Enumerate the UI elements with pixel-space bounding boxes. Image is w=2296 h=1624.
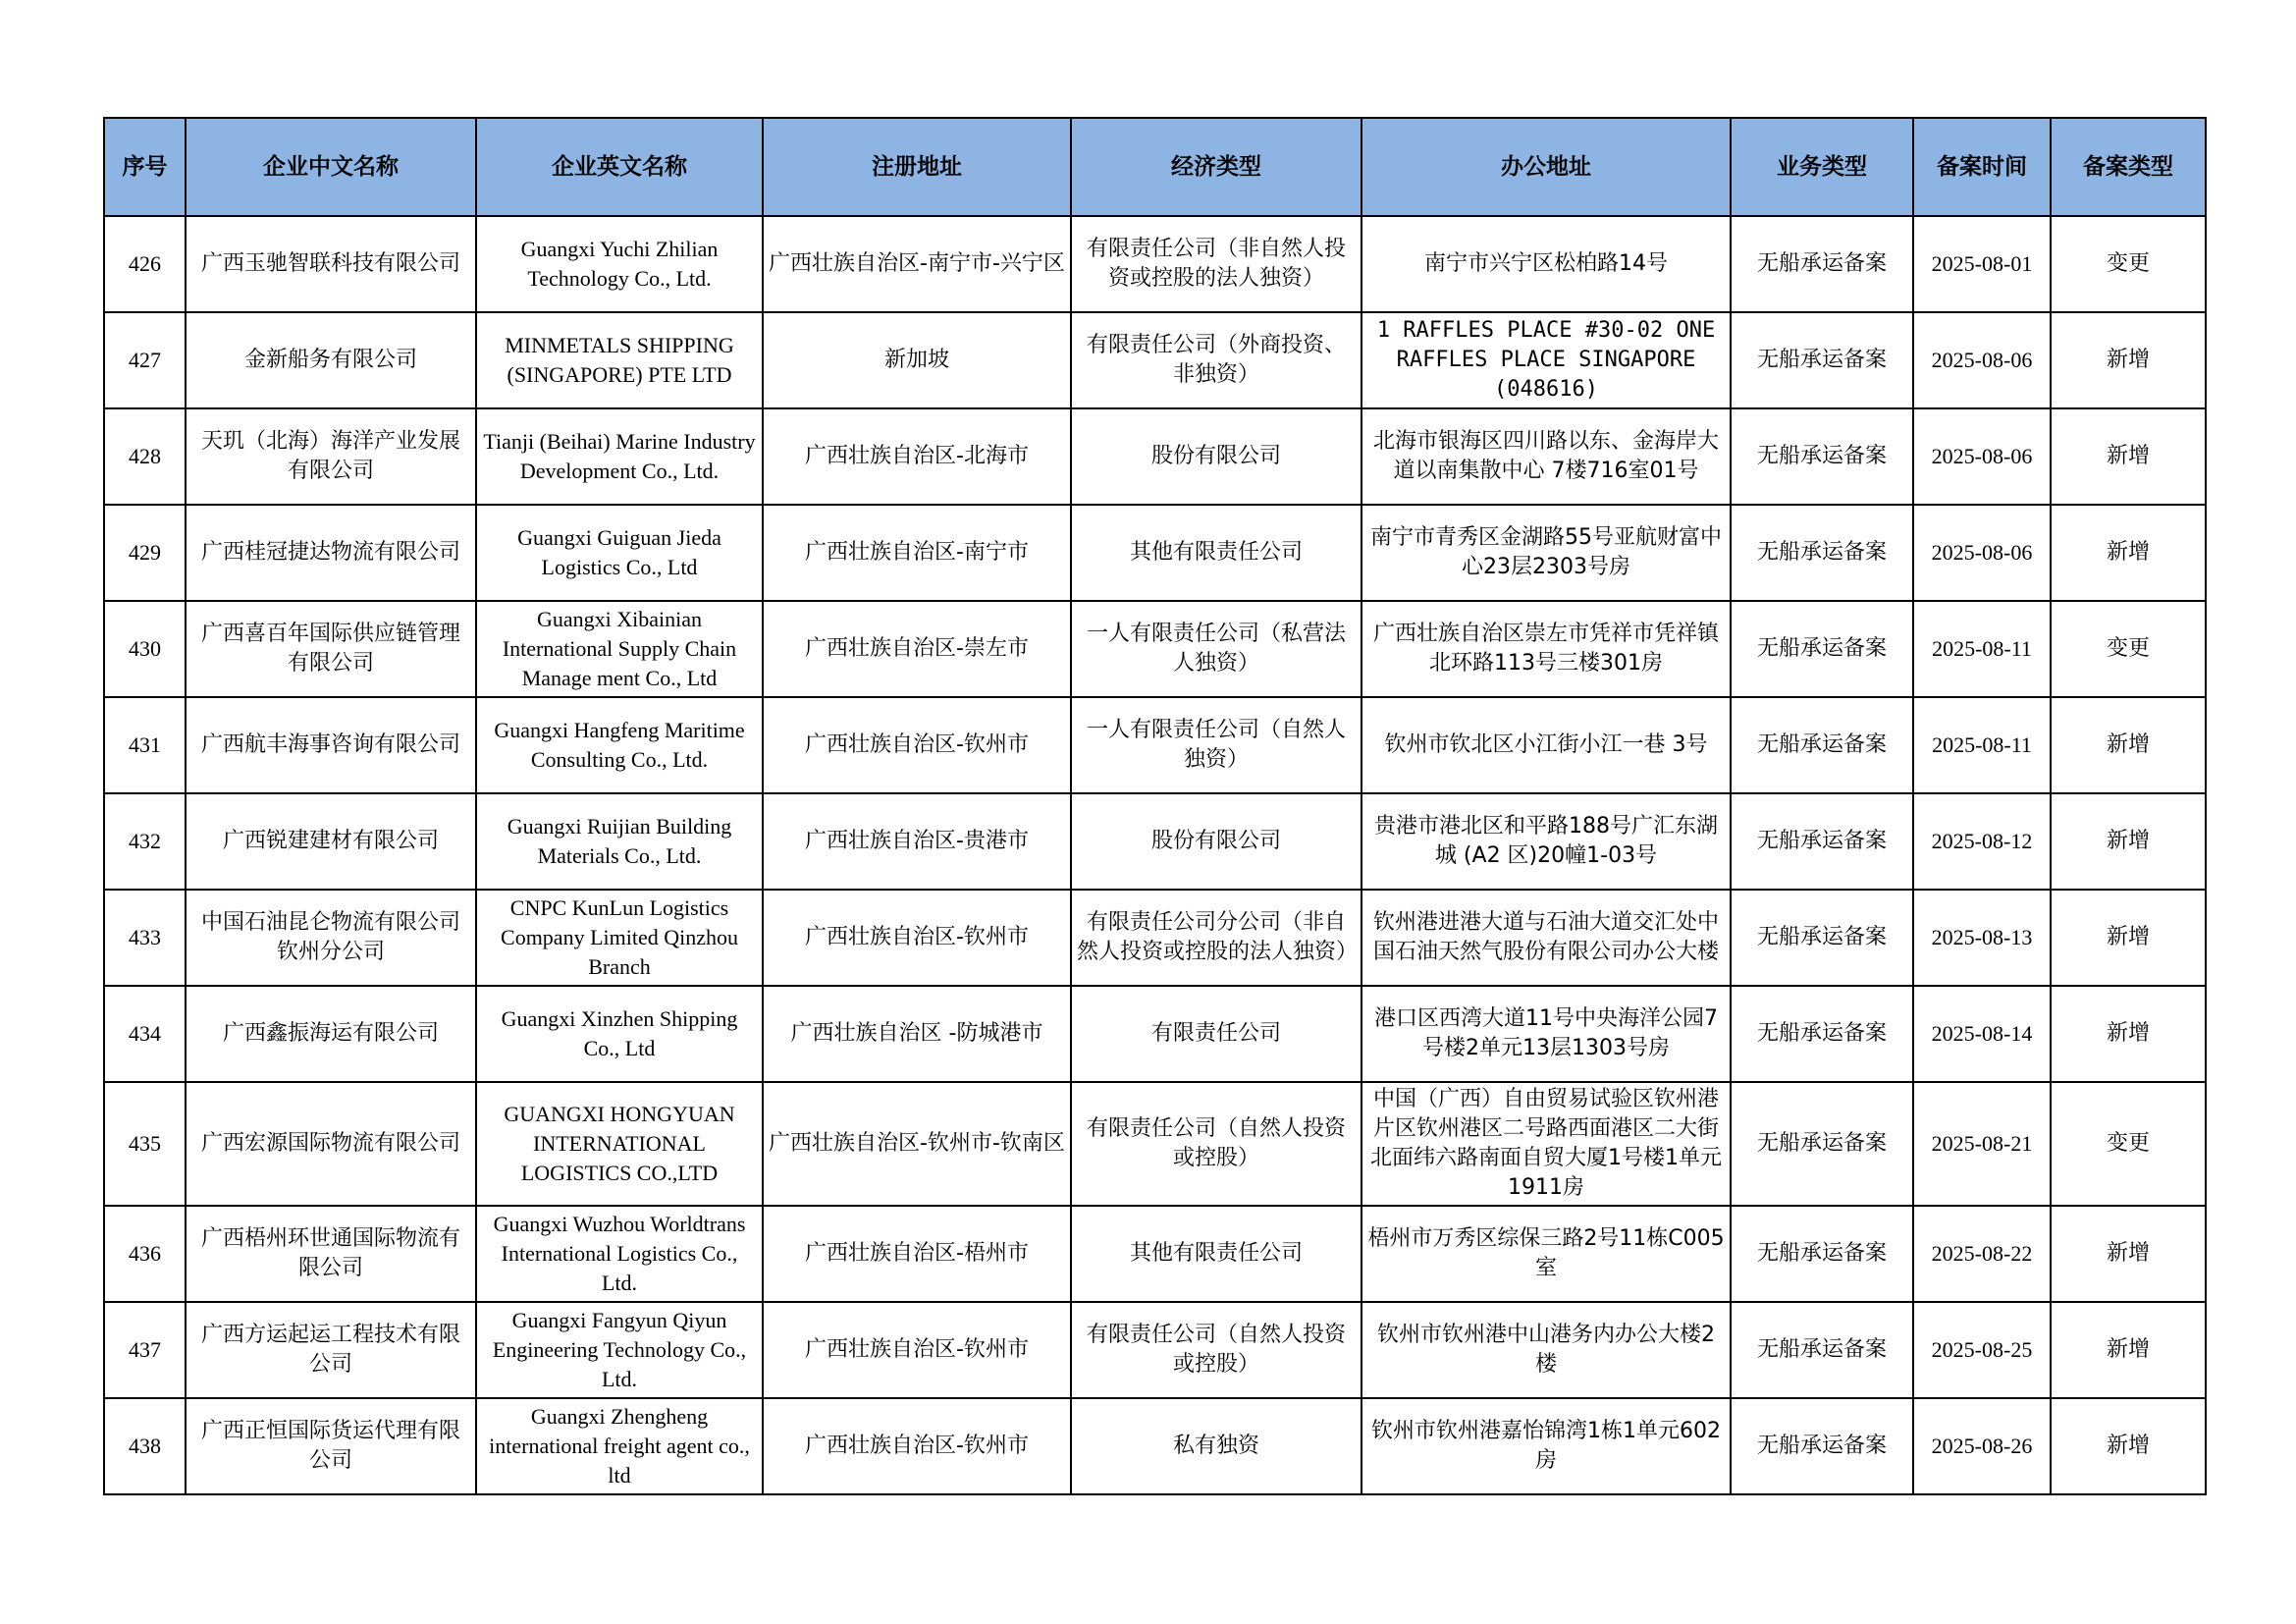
registered-address: 广西壮族自治区-贵港市	[763, 793, 1071, 890]
company-en-name: Guangxi Ruijian Building Materials Co., Ltd.	[476, 793, 763, 890]
filing-date: 2025-08-06	[1913, 408, 2051, 505]
company-cn-name: 中国石油昆仑物流有限公司钦州分公司	[186, 890, 476, 986]
business-type: 无船承运备案	[1731, 697, 1913, 793]
row-no: 429	[104, 505, 186, 601]
filing-type: 新增	[2051, 697, 2206, 793]
registered-address: 广西壮族自治区-南宁市	[763, 505, 1071, 601]
header-cell-cn-name: 企业中文名称	[186, 118, 476, 216]
row-no: 437	[104, 1302, 186, 1398]
company-cn-name: 广西锐建建材有限公司	[186, 793, 476, 890]
table-row	[104, 216, 2206, 312]
company-en-name: Tianji (Beihai) Marine Industry Development Co., Ltd.	[476, 408, 763, 505]
office-address: 梧州市万秀区综保三路2号11栋C005室	[1362, 1206, 1731, 1302]
header-row	[104, 118, 2206, 216]
office-address: 南宁市青秀区金湖路55号亚航财富中心23层2303号房	[1362, 505, 1731, 601]
row-no: 435	[104, 1082, 186, 1206]
business-type: 无船承运备案	[1731, 793, 1913, 890]
business-type: 无船承运备案	[1731, 1206, 1913, 1302]
row-no: 431	[104, 697, 186, 793]
filing-date: 2025-08-22	[1913, 1206, 2051, 1302]
registered-address: 广西壮族自治区-梧州市	[763, 1206, 1071, 1302]
company-en-name: MINMETALS SHIPPING (SINGAPORE) PTE LTD	[476, 312, 763, 408]
filing-type: 新增	[2051, 890, 2206, 986]
business-type: 无船承运备案	[1731, 986, 1913, 1082]
office-address: 钦州市钦北区小江街小江一巷 3号	[1362, 697, 1731, 793]
table-row	[104, 986, 2206, 1082]
office-address: 钦州市钦州港嘉怡锦湾1栋1单元602房	[1362, 1398, 1731, 1494]
row-no: 427	[104, 312, 186, 408]
row-no: 428	[104, 408, 186, 505]
filing-type: 新增	[2051, 408, 2206, 505]
company-en-name: Guangxi Yuchi Zhilian Technology Co., Ltd.	[476, 216, 763, 312]
office-address: 南宁市兴宁区松柏路14号	[1362, 216, 1731, 312]
office-address: 广西壮族自治区崇左市凭祥市凭祥镇北环路113号三楼301房	[1362, 601, 1731, 697]
economic-type: 股份有限公司	[1071, 793, 1362, 890]
row-no: 434	[104, 986, 186, 1082]
registered-address: 广西壮族自治区-南宁市-兴宁区	[763, 216, 1071, 312]
filing-date: 2025-08-12	[1913, 793, 2051, 890]
header-cell-biz-type: 业务类型	[1731, 118, 1913, 216]
company-en-name: Guangxi Hangfeng Maritime Consulting Co., Ltd.	[476, 697, 763, 793]
header-cell-reg-address: 注册地址	[763, 118, 1071, 216]
table-row	[104, 1206, 2206, 1302]
filing-date: 2025-08-06	[1913, 312, 2051, 408]
table-row	[104, 697, 2206, 793]
business-type: 无船承运备案	[1731, 312, 1913, 408]
company-cn-name: 广西宏源国际物流有限公司	[186, 1082, 476, 1206]
company-cn-name: 广西喜百年国际供应链管理有限公司	[186, 601, 476, 697]
business-type: 无船承运备案	[1731, 601, 1913, 697]
registry-table	[103, 117, 2207, 1495]
filing-type: 变更	[2051, 1082, 2206, 1206]
registered-address: 新加坡	[763, 312, 1071, 408]
economic-type: 有限责任公司（外商投资、非独资）	[1071, 312, 1362, 408]
business-type: 无船承运备案	[1731, 505, 1913, 601]
table-row	[104, 505, 2206, 601]
office-address: 贵港市港北区和平路188号广汇东湖城 (A2 区)20幢1-03号	[1362, 793, 1731, 890]
office-address: 1 RAFFLES PLACE #30-02 ONE RAFFLES PLACE SINGAPORE (048616)	[1362, 312, 1731, 408]
economic-type: 有限责任公司（非自然人投资或控股的法人独资）	[1071, 216, 1362, 312]
filing-type: 新增	[2051, 505, 2206, 601]
business-type: 无船承运备案	[1731, 1082, 1913, 1206]
filing-date: 2025-08-11	[1913, 697, 2051, 793]
header-cell-en-name: 企业英文名称	[476, 118, 763, 216]
filing-type: 变更	[2051, 601, 2206, 697]
table-row	[104, 312, 2206, 408]
company-cn-name: 金新船务有限公司	[186, 312, 476, 408]
company-cn-name: 广西航丰海事咨询有限公司	[186, 697, 476, 793]
registered-address: 广西壮族自治区-钦州市	[763, 1302, 1071, 1398]
table-row	[104, 793, 2206, 890]
economic-type: 一人有限责任公司（私营法人独资）	[1071, 601, 1362, 697]
business-type: 无船承运备案	[1731, 216, 1913, 312]
table-row	[104, 1398, 2206, 1494]
registered-address: 广西壮族自治区 -防城港市	[763, 986, 1071, 1082]
registered-address: 广西壮族自治区-崇左市	[763, 601, 1071, 697]
row-no: 432	[104, 793, 186, 890]
registered-address: 广西壮族自治区-钦州市	[763, 890, 1071, 986]
filing-type: 新增	[2051, 312, 2206, 408]
registered-address: 广西壮族自治区-钦州市	[763, 1398, 1071, 1494]
filing-type: 新增	[2051, 986, 2206, 1082]
company-en-name: Guangxi Fangyun Qiyun Engineering Technology Co., Ltd.	[476, 1302, 763, 1398]
filing-type: 新增	[2051, 1302, 2206, 1398]
filing-date: 2025-08-14	[1913, 986, 2051, 1082]
filing-date: 2025-08-25	[1913, 1302, 2051, 1398]
company-cn-name: 广西梧州环世通国际物流有限公司	[186, 1206, 476, 1302]
office-address: 中国（广西）自由贸易试验区钦州港片区钦州港区二号路西面港区二大街北面纬六路南面自贸大厦1号楼1单元1911房	[1362, 1082, 1731, 1206]
business-type: 无船承运备案	[1731, 408, 1913, 505]
company-en-name: Guangxi Xinzhen Shipping Co., Ltd	[476, 986, 763, 1082]
economic-type: 有限责任公司（自然人投资或控股）	[1071, 1302, 1362, 1398]
table-row	[104, 1302, 2206, 1398]
economic-type: 其他有限责任公司	[1071, 505, 1362, 601]
company-en-name: CNPC KunLun Logistics Company Limited Qinzhou Branch	[476, 890, 763, 986]
company-cn-name: 广西桂冠捷达物流有限公司	[186, 505, 476, 601]
header-cell-no: 序号	[104, 118, 186, 216]
row-no: 436	[104, 1206, 186, 1302]
registered-address: 广西壮族自治区-钦州市-钦南区	[763, 1082, 1071, 1206]
header-cell-filing-date: 备案时间	[1913, 118, 2051, 216]
office-address: 钦州港进港大道与石油大道交汇处中国石油天然气股份有限公司办公大楼	[1362, 890, 1731, 986]
business-type: 无船承运备案	[1731, 1398, 1913, 1494]
row-no: 426	[104, 216, 186, 312]
company-en-name: GUANGXI HONGYUAN INTERNATIONAL LOGISTICS CO.,LTD	[476, 1082, 763, 1206]
company-cn-name: 广西正恒国际货运代理有限公司	[186, 1398, 476, 1494]
company-en-name: Guangxi Zhengheng international freight agent co., ltd	[476, 1398, 763, 1494]
economic-type: 有限责任公司分公司（非自然人投资或控股的法人独资）	[1071, 890, 1362, 986]
filing-type: 新增	[2051, 1206, 2206, 1302]
header-cell-filing-type: 备案类型	[2051, 118, 2206, 216]
company-cn-name: 天玑（北海）海洋产业发展有限公司	[186, 408, 476, 505]
company-en-name: Guangxi Xibainian International Supply Chain Manage ment Co., Ltd	[476, 601, 763, 697]
economic-type: 有限责任公司（自然人投资或控股）	[1071, 1082, 1362, 1206]
filing-date: 2025-08-06	[1913, 505, 2051, 601]
economic-type: 其他有限责任公司	[1071, 1206, 1362, 1302]
company-cn-name: 广西鑫振海运有限公司	[186, 986, 476, 1082]
office-address: 钦州市钦州港中山港务内办公大楼2楼	[1362, 1302, 1731, 1398]
economic-type: 私有独资	[1071, 1398, 1362, 1494]
header-cell-office-address: 办公地址	[1362, 118, 1731, 216]
filing-type: 新增	[2051, 793, 2206, 890]
office-address: 北海市银海区四川路以东、金海岸大道以南集散中心 7楼716室01号	[1362, 408, 1731, 505]
filing-date: 2025-08-01	[1913, 216, 2051, 312]
filing-date: 2025-08-21	[1913, 1082, 2051, 1206]
company-en-name: Guangxi Wuzhou Worldtrans International Logistics Co., Ltd.	[476, 1206, 763, 1302]
filing-type: 新增	[2051, 1398, 2206, 1494]
business-type: 无船承运备案	[1731, 1302, 1913, 1398]
filing-date: 2025-08-26	[1913, 1398, 2051, 1494]
table-row	[104, 1082, 2206, 1206]
economic-type: 有限责任公司	[1071, 986, 1362, 1082]
filing-type: 变更	[2051, 216, 2206, 312]
company-cn-name: 广西玉驰智联科技有限公司	[186, 216, 476, 312]
office-address: 港口区西湾大道11号中央海洋公园7号楼2单元13层1303号房	[1362, 986, 1731, 1082]
company-en-name: Guangxi Guiguan Jieda Logistics Co., Ltd	[476, 505, 763, 601]
row-no: 438	[104, 1398, 186, 1494]
filing-date: 2025-08-11	[1913, 601, 2051, 697]
registered-address: 广西壮族自治区-钦州市	[763, 697, 1071, 793]
row-no: 430	[104, 601, 186, 697]
business-type: 无船承运备案	[1731, 890, 1913, 986]
table-row	[104, 890, 2206, 986]
header-cell-econ-type: 经济类型	[1071, 118, 1362, 216]
filing-date: 2025-08-13	[1913, 890, 2051, 986]
row-no: 433	[104, 890, 186, 986]
company-cn-name: 广西方运起运工程技术有限公司	[186, 1302, 476, 1398]
economic-type: 一人有限责任公司（自然人独资）	[1071, 697, 1362, 793]
registered-address: 广西壮族自治区-北海市	[763, 408, 1071, 505]
table-row	[104, 601, 2206, 697]
table-row	[104, 408, 2206, 505]
economic-type: 股份有限公司	[1071, 408, 1362, 505]
